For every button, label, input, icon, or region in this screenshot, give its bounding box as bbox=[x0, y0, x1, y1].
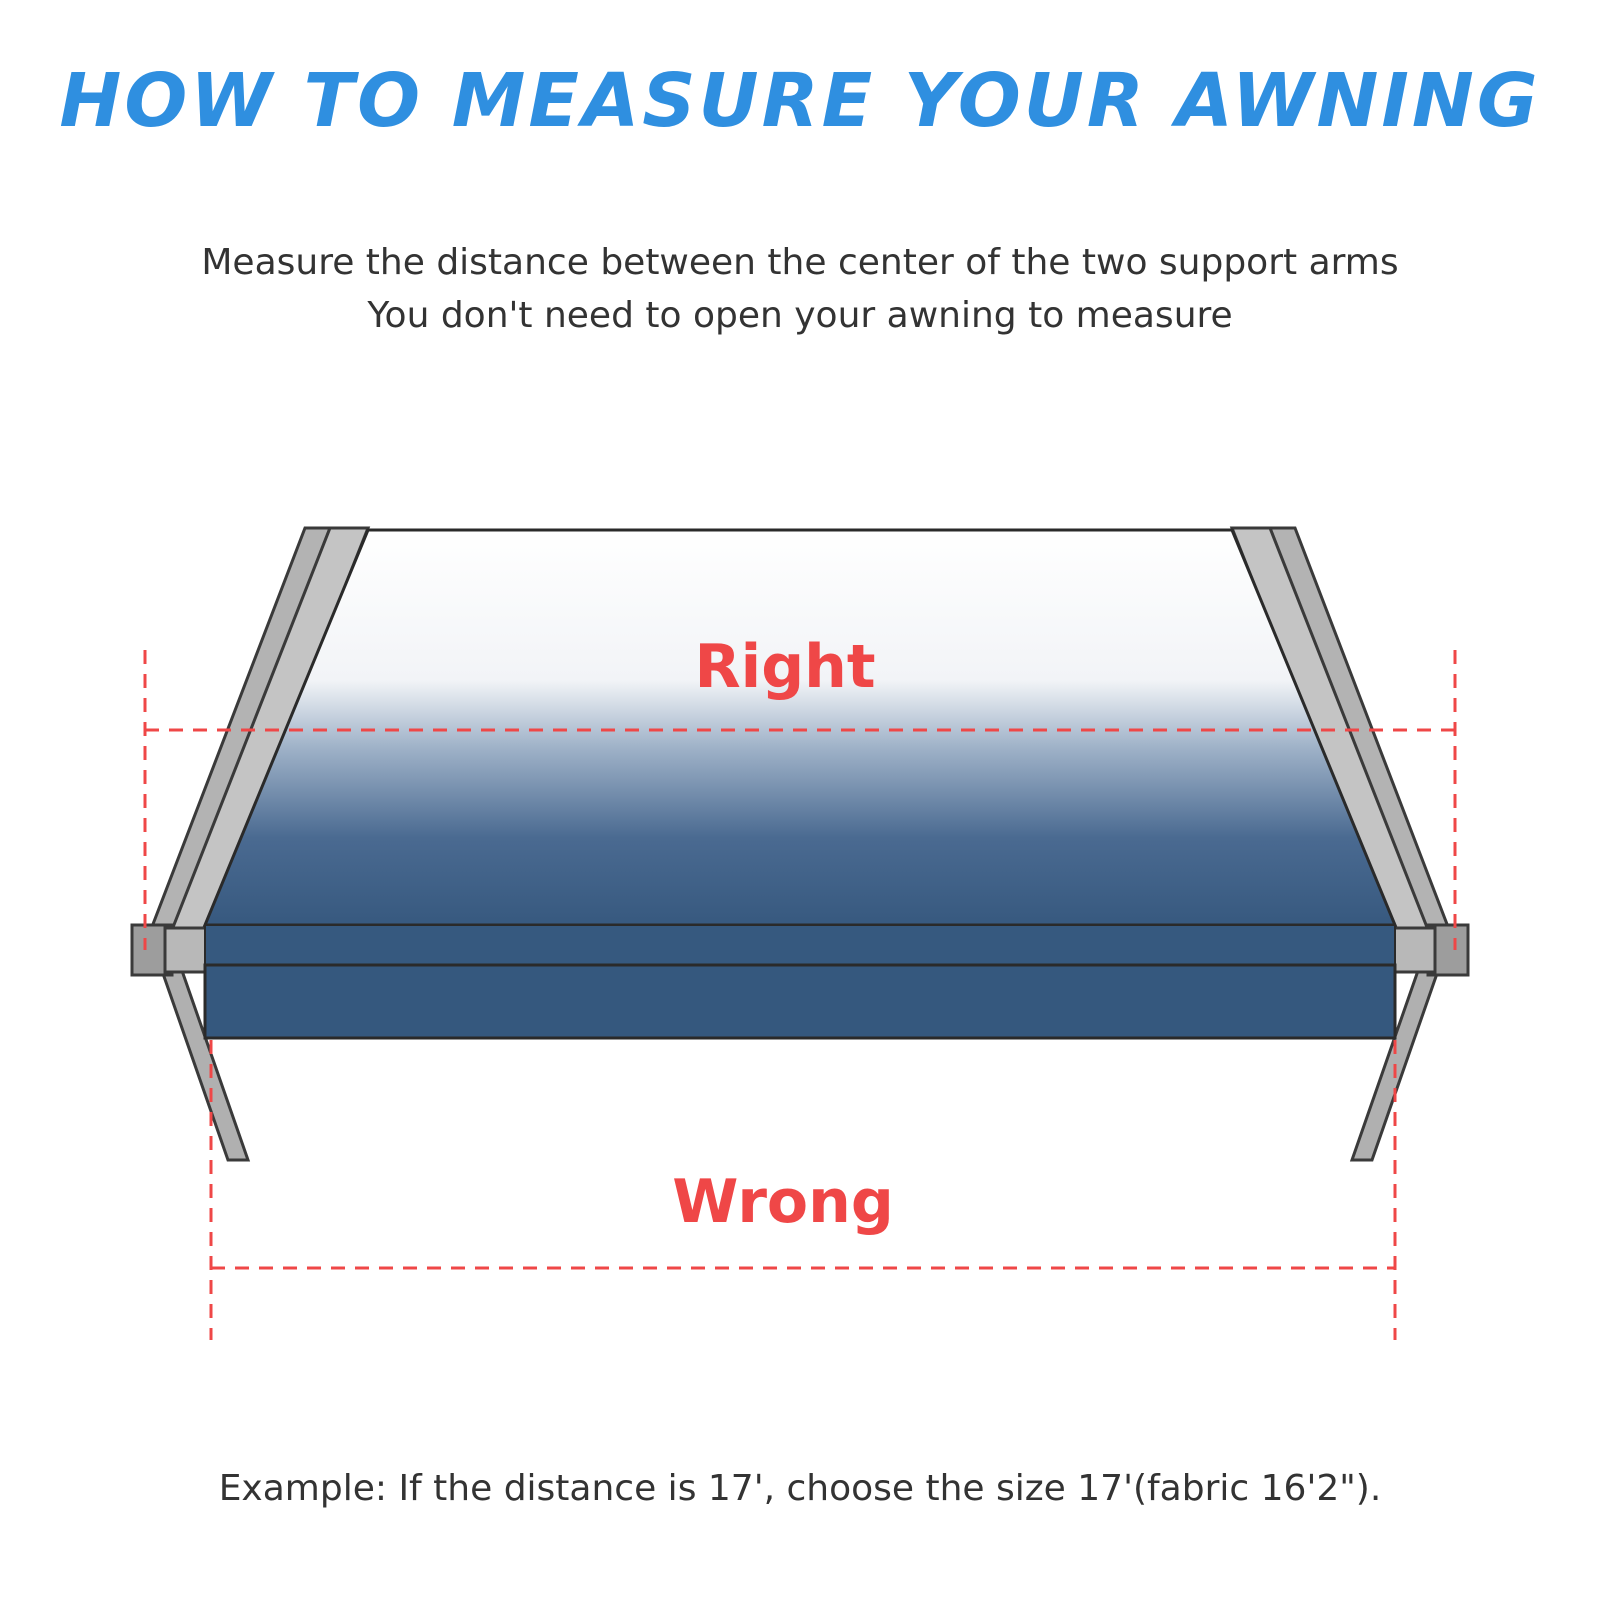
awning-fabric bbox=[205, 530, 1395, 1038]
wrong-label: Wrong bbox=[672, 1167, 894, 1237]
instruction-line-2: You don't need to open your awning to measure bbox=[367, 295, 1233, 336]
instruction-line-1: Measure the distance between the center of the two support arms bbox=[201, 242, 1399, 283]
right-label: Right bbox=[694, 632, 876, 702]
page-title: HOW TO MEASURE YOUR AWNING bbox=[59, 58, 1541, 144]
example-note: Example: If the distance is 17', choose the size 17'(fabric 16'2"). bbox=[218, 1468, 1382, 1509]
